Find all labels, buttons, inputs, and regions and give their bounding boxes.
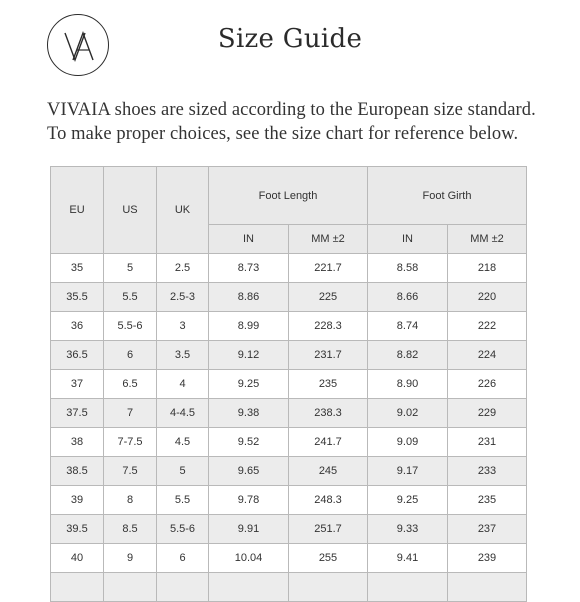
table-row	[51, 370, 527, 399]
cell-length-in: 9.65	[209, 457, 289, 486]
cell-eu: 39	[51, 486, 104, 515]
header-length-in: IN	[209, 225, 289, 254]
cell-length-mm: 221.7	[289, 254, 368, 283]
cell-girth-mm: 220	[448, 283, 527, 312]
cell-girth-in: 9.33	[368, 515, 448, 544]
cell-uk: 2.5	[157, 254, 209, 283]
cell-uk: 4	[157, 370, 209, 399]
cell-length-in: 8.73	[209, 254, 289, 283]
cell-uk: 5	[157, 457, 209, 486]
table-row	[51, 399, 527, 428]
size-chart-body	[51, 254, 527, 602]
cell-us: 9	[104, 544, 157, 573]
intro-line-1: VIVAIA shoes are sized according to the European size standard.	[47, 100, 536, 120]
cell-girth-in: 9.02	[368, 399, 448, 428]
cell-us: 5.5	[104, 283, 157, 312]
cell-length-in: 10.04	[209, 544, 289, 573]
cell-eu: 36.5	[51, 341, 104, 370]
cell-girth-in: 8.82	[368, 341, 448, 370]
cell-girth-mm: 231	[448, 428, 527, 457]
cell-girth-in: 9.41	[368, 544, 448, 573]
cell-length-in: 9.12	[209, 341, 289, 370]
header-eu: EU	[51, 167, 104, 254]
intro-text	[47, 98, 567, 146]
cell-us	[104, 573, 157, 602]
cell-length-in: 9.25	[209, 370, 289, 399]
cell-girth-mm: 235	[448, 486, 527, 515]
cell-girth-in: 9.17	[368, 457, 448, 486]
size-chart-table	[50, 166, 527, 602]
header-uk: UK	[157, 167, 209, 254]
header-us: US	[104, 167, 157, 254]
table-row	[51, 515, 527, 544]
table-row	[51, 428, 527, 457]
cell-us: 6.5	[104, 370, 157, 399]
cell-uk: 2.5-3	[157, 283, 209, 312]
cell-eu: 38	[51, 428, 104, 457]
cell-eu: 35.5	[51, 283, 104, 312]
header-foot-length: Foot Length	[209, 167, 368, 225]
cell-length-mm: 235	[289, 370, 368, 399]
cell-girth-in: 8.74	[368, 312, 448, 341]
cell-length-in: 8.99	[209, 312, 289, 341]
cell-length-in: 9.38	[209, 399, 289, 428]
cell-uk: 3.5	[157, 341, 209, 370]
cell-eu: 40	[51, 544, 104, 573]
cell-length-in: 8.86	[209, 283, 289, 312]
cell-length-mm: 248.3	[289, 486, 368, 515]
cell-eu: 37.5	[51, 399, 104, 428]
cell-length-mm: 255	[289, 544, 368, 573]
cell-girth-mm: 224	[448, 341, 527, 370]
header-length-mm: MM ±2	[289, 225, 368, 254]
table-row	[51, 457, 527, 486]
cell-girth-in: 8.90	[368, 370, 448, 399]
cell-girth-mm: 222	[448, 312, 527, 341]
cell-uk: 6	[157, 544, 209, 573]
header-foot-girth: Foot Girth	[368, 167, 527, 225]
cell-us: 8.5	[104, 515, 157, 544]
cell-girth-mm: 239	[448, 544, 527, 573]
cell-girth-in: 8.58	[368, 254, 448, 283]
intro-line-2: To make proper choices, see the size chart for reference below.	[47, 124, 519, 144]
cell-girth-mm: 229	[448, 399, 527, 428]
cell-girth-in: 9.09	[368, 428, 448, 457]
header-girth-mm: MM ±2	[448, 225, 527, 254]
cell-us: 5	[104, 254, 157, 283]
cell-length-in	[209, 573, 289, 602]
cell-eu: 35	[51, 254, 104, 283]
cell-length-mm	[289, 573, 368, 602]
table-row	[51, 254, 527, 283]
cell-eu: 37	[51, 370, 104, 399]
cell-length-in: 9.78	[209, 486, 289, 515]
cell-length-in: 9.91	[209, 515, 289, 544]
cell-length-mm: 238.3	[289, 399, 368, 428]
cell-length-mm: 251.7	[289, 515, 368, 544]
cell-uk: 5.5	[157, 486, 209, 515]
cell-eu: 38.5	[51, 457, 104, 486]
cell-us: 7	[104, 399, 157, 428]
table-row	[51, 341, 527, 370]
cell-girth-mm: 237	[448, 515, 527, 544]
cell-eu: 39.5	[51, 515, 104, 544]
cell-length-mm: 225	[289, 283, 368, 312]
table-row	[51, 312, 527, 341]
cell-length-mm: 231.7	[289, 341, 368, 370]
cell-us: 7.5	[104, 457, 157, 486]
cell-girth-in	[368, 573, 448, 602]
table-row	[51, 544, 527, 573]
cell-uk: 3	[157, 312, 209, 341]
cell-length-mm: 228.3	[289, 312, 368, 341]
cell-length-in: 9.52	[209, 428, 289, 457]
cell-us: 8	[104, 486, 157, 515]
cell-uk: 4-4.5	[157, 399, 209, 428]
table-row	[51, 573, 527, 602]
table-row	[51, 486, 527, 515]
cell-uk: 4.5	[157, 428, 209, 457]
page-title: Size Guide	[217, 24, 363, 54]
cell-us: 7-7.5	[104, 428, 157, 457]
cell-length-mm: 241.7	[289, 428, 368, 457]
cell-us: 6	[104, 341, 157, 370]
cell-length-mm: 245	[289, 457, 368, 486]
cell-uk: 5.5-6	[157, 515, 209, 544]
cell-eu	[51, 573, 104, 602]
cell-girth-in: 9.25	[368, 486, 448, 515]
cell-girth-mm	[448, 573, 527, 602]
cell-girth-in: 8.66	[368, 283, 448, 312]
cell-us: 5.5-6	[104, 312, 157, 341]
cell-girth-mm: 233	[448, 457, 527, 486]
header-girth-in: IN	[368, 225, 448, 254]
table-row	[51, 283, 527, 312]
cell-eu: 36	[51, 312, 104, 341]
cell-girth-mm: 218	[448, 254, 527, 283]
cell-girth-mm: 226	[448, 370, 527, 399]
cell-uk	[157, 573, 209, 602]
